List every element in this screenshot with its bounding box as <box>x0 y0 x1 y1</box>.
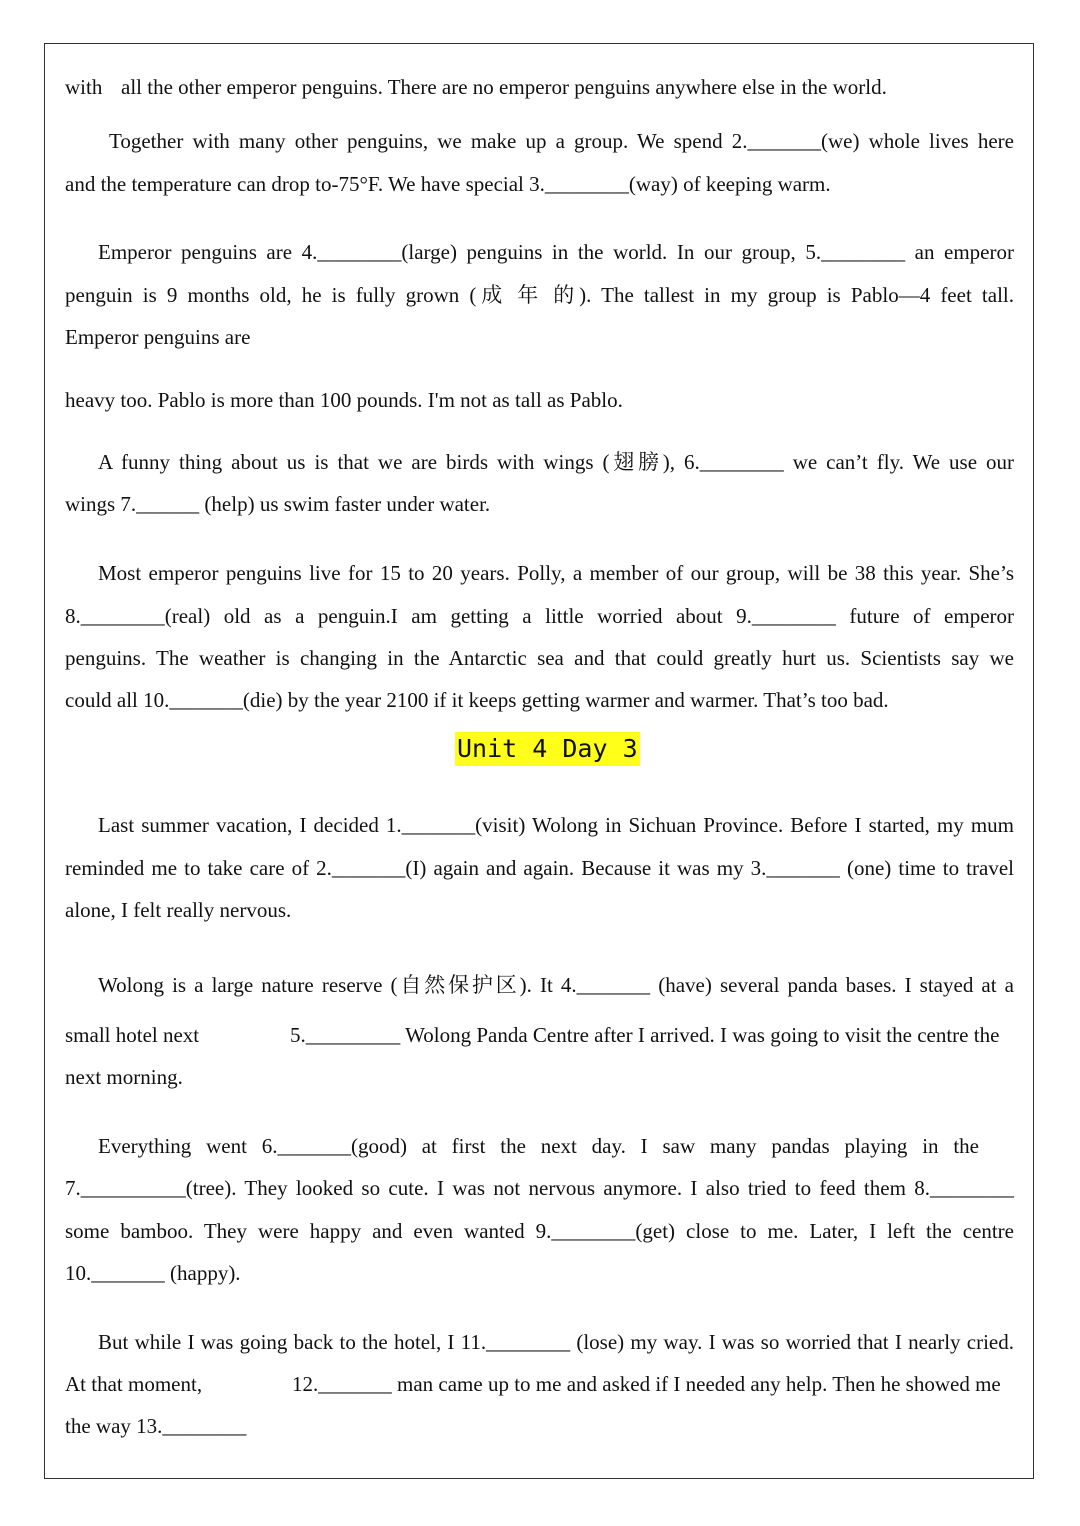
passage-line: some bamboo. They were happy and even wanted 9.________(get) close to me. Later, I left the centre <box>65 1219 1014 1243</box>
passage-text: 5._________ Wolong Panda Centre after I arrived. I was going to visit the centre the <box>290 1023 1000 1047</box>
passage-line: the way 13.________ <box>65 1414 247 1438</box>
passage-line: 10._______ (happy). <box>65 1261 241 1285</box>
passage-line: reminded me to take care of 2._______(I) again and again. Because it was my 3._______ (one) time to travel <box>65 856 1014 880</box>
passage-line: wings 7.______ (help) us swim faster under water. <box>65 492 491 516</box>
passage-line: Last summer vacation, I decided 1._______(visit) Wolong in Sichuan Province. Before I started, my mum <box>98 813 1014 837</box>
passage-text: At that moment, <box>65 1372 203 1396</box>
passage-line <box>65 1021 1014 1049</box>
passage-text: 12._______ man came up to me and asked if I needed any help. Then he showed me <box>292 1372 1001 1396</box>
passage-text: small hotel next <box>65 1023 200 1047</box>
passage-line: A funny thing about us is that we are birds with wings (翅膀), 6.________ we can’t fly. We use our <box>98 450 1014 474</box>
passage-line: But while I was going back to the hotel, I 11.________ (lose) my way. I was so worried that I nearly cried. <box>98 1330 1014 1354</box>
passage-text: all the other emperor penguins. There are no emperor penguins anywhere else in the world. <box>121 75 887 99</box>
passage-line: Emperor penguins are <box>65 325 251 349</box>
passage-line: Wolong is a large nature reserve (自然保护区). It 4._______ (have) several panda bases. I stayed at a <box>98 973 1014 997</box>
passage-line: and the temperature can drop to-75°F. We have special 3.________(way) of keeping warm. <box>65 172 831 196</box>
passage-line: 7.__________(tree). They looked so cute. I was not nervous anymore. I also tried to feed them 8.________ <box>65 1176 1014 1200</box>
passage-line: Together with many other penguins, we make up a group. We spend 2._______(we) whole lives here <box>109 129 1014 153</box>
passage-line: penguins. The weather is changing in the Antarctic sea and that could greatly hurt us. Scientists say we <box>65 646 1014 670</box>
passage-line: 8.________(real) old as a penguin.I am getting a little worried about 9.________ future of emperor <box>65 604 1014 628</box>
passage-word: with <box>65 75 103 99</box>
passage-line: penguin is 9 months old, he is fully grown (成 年 的). The tallest in my group is Pablo—4 feet tall. <box>65 283 1014 307</box>
passage-line: Emperor penguins are 4.________(large) penguins in the world. In our group, 5.________ an emperor <box>98 240 1014 264</box>
passage-line: could all 10._______(die) by the year 2100 if it keeps getting warmer and warmer. That’s too bad. <box>65 688 889 712</box>
passage-line: Everything went 6._______(good) at first the next day. I saw many pandas playing in the <box>98 1134 979 1158</box>
passage-line: next morning. <box>65 1065 183 1089</box>
section-heading: Unit 4 Day 3 <box>455 732 640 766</box>
passage-line: Most emperor penguins live for 15 to 20 years. Polly, a member of our group, will be 38 this year. She’s <box>98 561 1014 585</box>
passage-line <box>65 73 1014 101</box>
passage-line: alone, I felt really nervous. <box>65 898 292 922</box>
passage-line <box>65 1370 1014 1398</box>
passage-line: heavy too. Pablo is more than 100 pounds. I'm not as tall as Pablo. <box>65 388 623 412</box>
